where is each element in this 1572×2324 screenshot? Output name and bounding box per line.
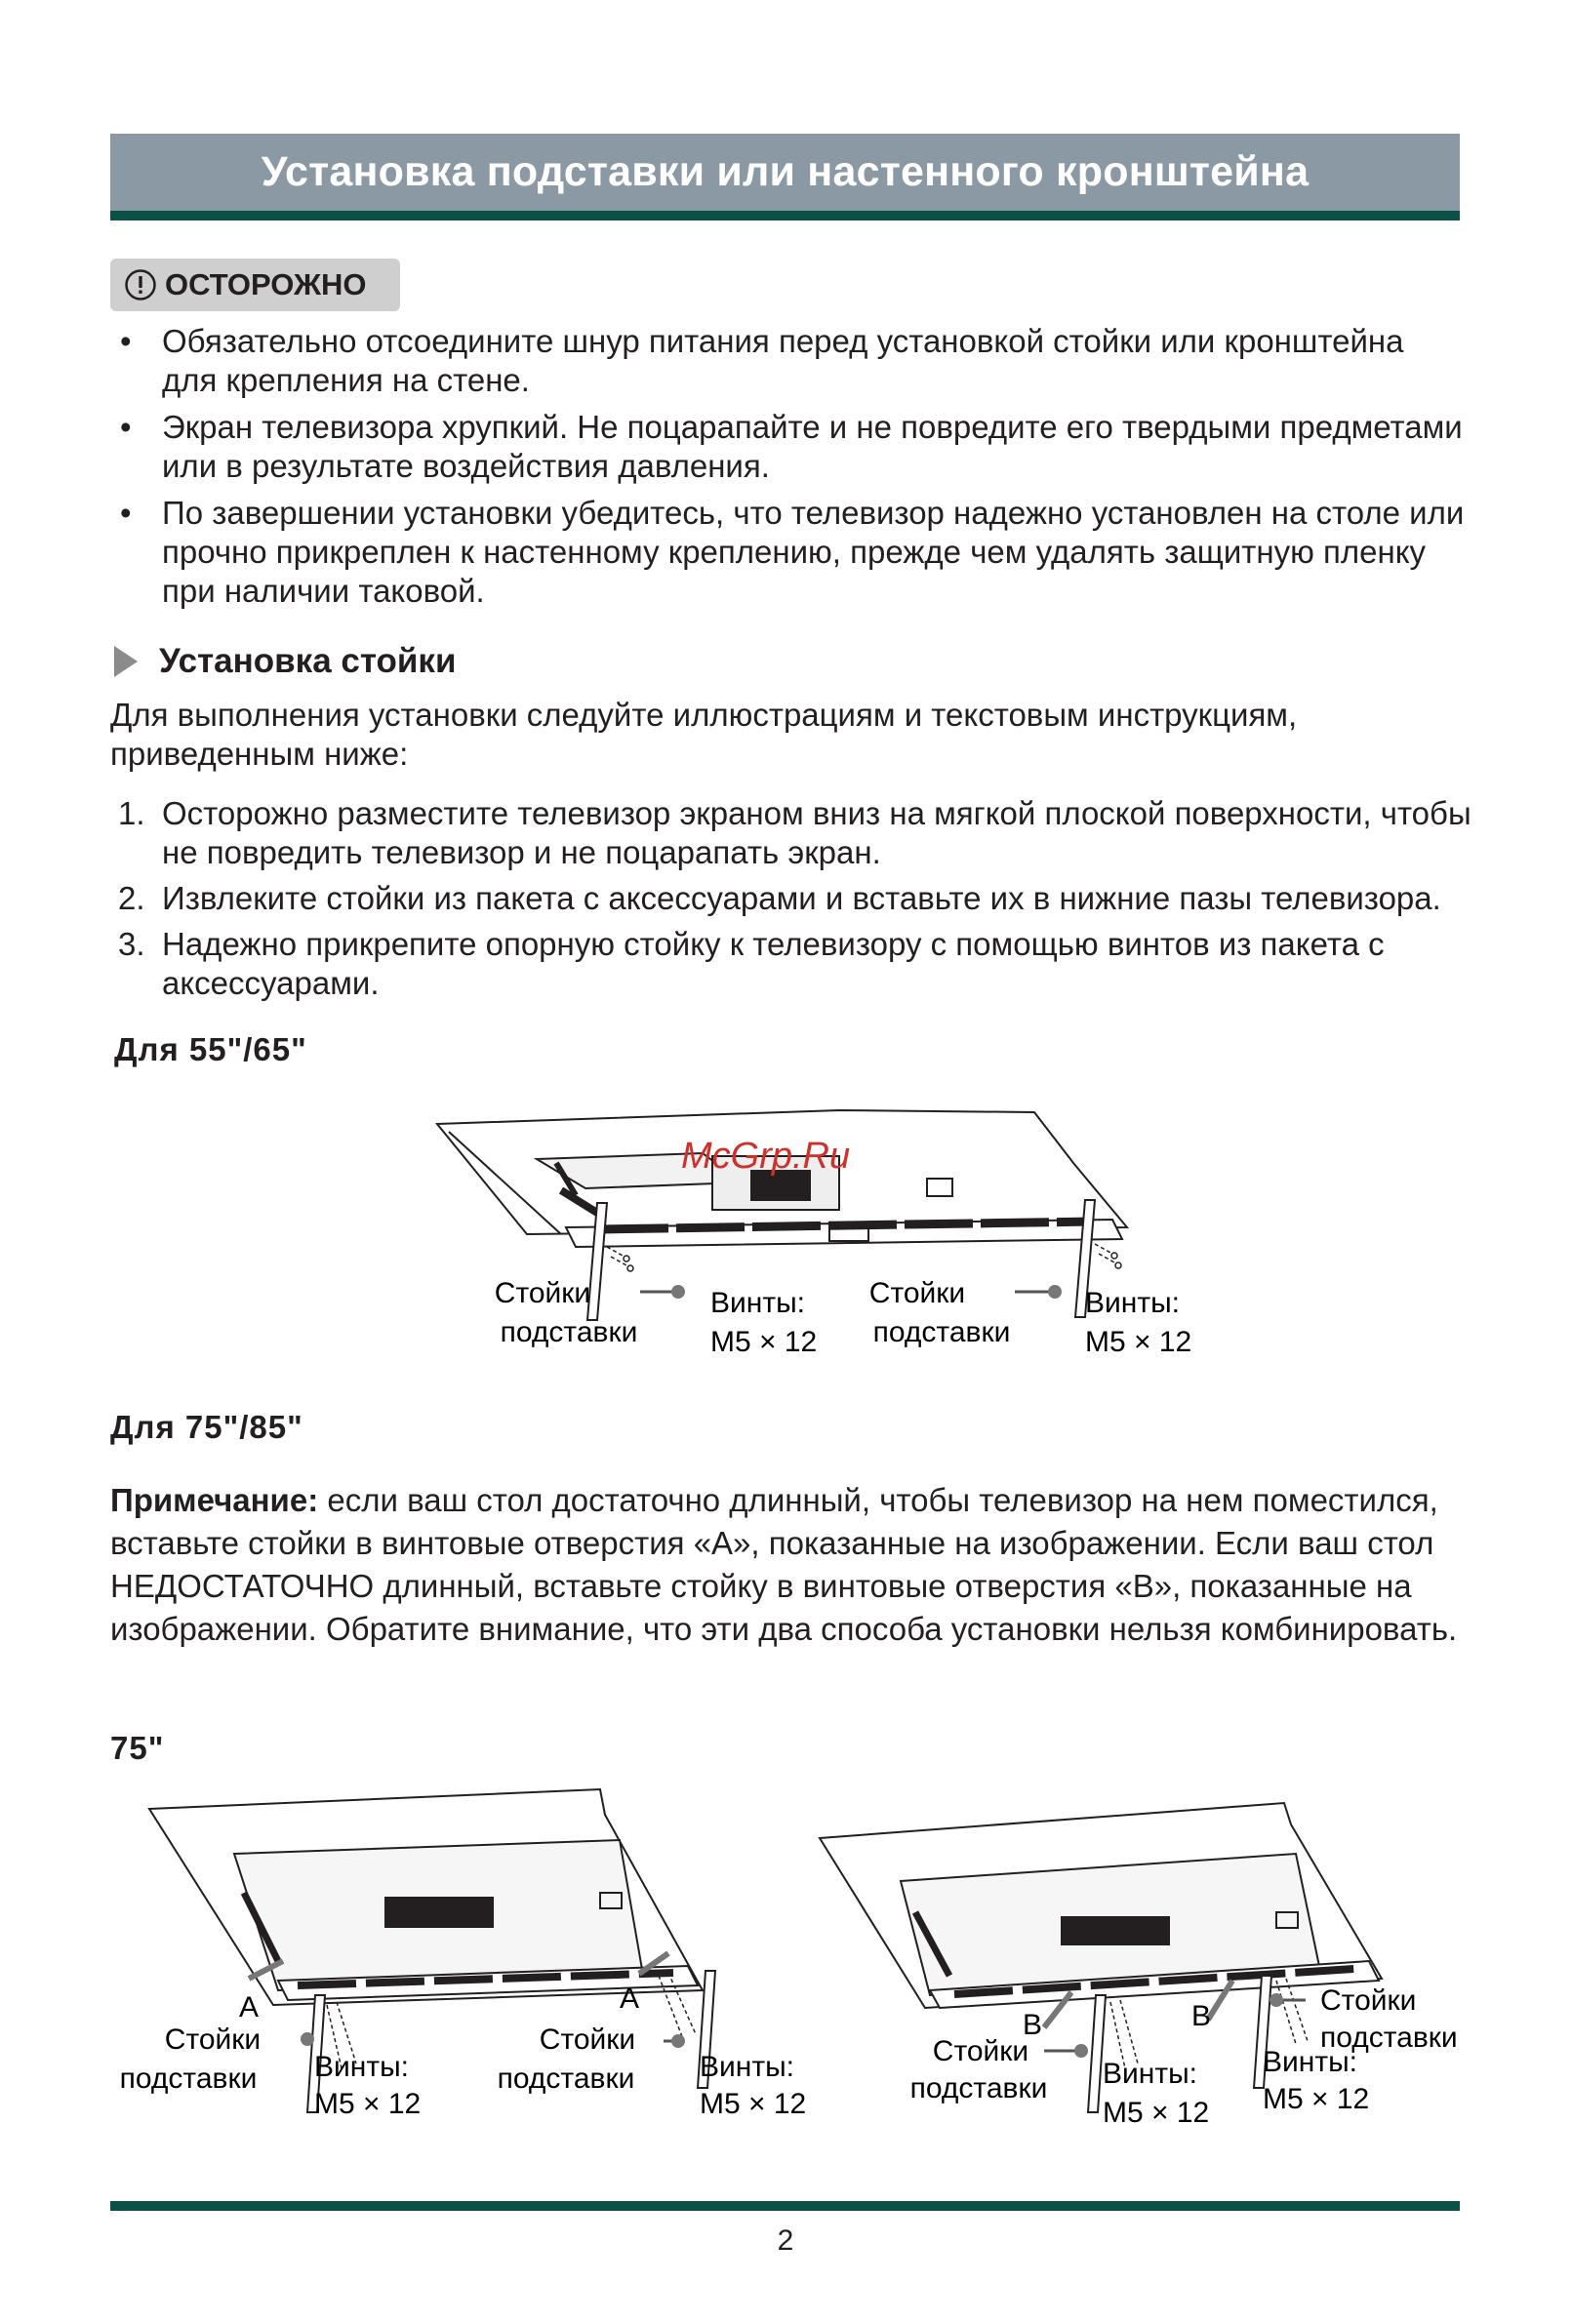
figure-55-65 [429, 1102, 1200, 1366]
screws-label-line1: Винты: [710, 1287, 805, 1319]
list-item [110, 925, 1476, 1003]
steps-list [110, 794, 1476, 1010]
note-label: Примечание: [110, 1482, 319, 1518]
note-paragraph [110, 1479, 1471, 1651]
tv-back-illustration [437, 1110, 1127, 1247]
caution-label: ОСТОРОЖНО [165, 267, 367, 301]
warning-exclamation-icon [124, 268, 157, 301]
subheading-75: 75" [110, 1730, 165, 1766]
stand-label-line2: подставки [497, 2063, 635, 2095]
label-a: A [239, 1991, 260, 2023]
label-a: A [620, 1983, 640, 2015]
label-b: B [1191, 2000, 1212, 2032]
screws [607, 1244, 1121, 1271]
stand-label-line1: Стойки [1320, 1984, 1417, 2017]
step-number: 3. [118, 926, 145, 962]
step-number: 1. [118, 795, 145, 831]
stand-label-line1: Стойки [932, 2035, 1029, 2067]
label-b: B [1023, 2009, 1043, 2041]
bullet-dot: • [120, 495, 132, 531]
screws-label-line1: Винты: [1085, 1287, 1180, 1319]
caution-badge [110, 259, 400, 311]
screws-label-line2: M5 × 12 [710, 1326, 818, 1358]
screws-label-line2: M5 × 12 [1263, 2083, 1370, 2115]
figure-75-option-a [112, 1785, 815, 2137]
stand-label-line2: подставки [909, 2072, 1048, 2104]
watermark-text: McGrp.Ru [681, 1136, 851, 1177]
bullet-text: Экран телевизора хрупкий. Не поцарапайте и не повредите его твердыми предметами или в результате воздействия давления. [162, 409, 1463, 484]
list-item [110, 494, 1467, 611]
screws-label-line2: M5 × 12 [1085, 1326, 1192, 1358]
footer-divider [110, 2201, 1460, 2211]
screws-label-line1: Винты: [314, 2051, 409, 2083]
list-item [110, 794, 1476, 872]
tv-back-illustration [820, 1803, 1382, 2008]
screws-label-line1: Винты: [1103, 2058, 1197, 2090]
stand-label-line1: Стойки [539, 2023, 636, 2056]
bullet-text: Обязательно отсоедините шнур питания перед установкой стойки или кронштейна для крепления на стене. [162, 323, 1404, 398]
caution-list [110, 322, 1467, 619]
step-text: Надежно прикрепите опорную стойку к телевизору с помощью винтов из пакета с аксессуарами. [162, 926, 1385, 1001]
step-text: Извлеките стойки из пакета с аксессуарами и вставьте их в нижние пазы телевизора. [162, 880, 1441, 916]
subheading-55-65: Для 55"/65" [114, 1031, 307, 1067]
stand-label-line2: подставки [500, 1316, 638, 1348]
bullet-dot: • [120, 323, 132, 359]
list-item [110, 322, 1467, 400]
stand-label-line2: подставки [119, 2063, 258, 2095]
bullet-text: По завершении установки убедитесь, что телевизор надежно установлен на столе или прочно прикреплен к настенному креплению, прежде чем удалять защитную пленку при наличии таковой. [162, 495, 1465, 609]
section-title: Установка стойки [159, 642, 457, 680]
note-text: если ваш стол достаточно длинный, чтобы телевизор на нем поместился, вставьте стойки в винтовые отверстия «A», показанные на изображении. Если ваш стол НЕДОСТАТОЧНО длинный, вставьте стойку в винтовые отверстия «B», показанные на изображении. Обратите внимание, что эти два способа установки нельзя комбинировать. [110, 1482, 1458, 1647]
screws-label-line2: M5 × 12 [1103, 2097, 1210, 2129]
stand-label-line1: Стойки [494, 1277, 591, 1309]
screws-label-line1: Винты: [1263, 2046, 1357, 2078]
header-bar [110, 134, 1460, 220]
page-title: Установка подставки или настенного кронштейна [261, 148, 1310, 195]
figure-75-option-b [818, 1785, 1467, 2146]
bullet-dot: • [120, 409, 132, 445]
stand-label-line1: Стойки [868, 1277, 966, 1309]
stand-label-line2: подставки [872, 1316, 1011, 1348]
triangle-arrow-icon [114, 646, 138, 677]
screws-label-line2: M5 × 12 [314, 2088, 422, 2120]
section-heading [110, 637, 456, 686]
screws-label-line1: Винты: [700, 2051, 794, 2083]
tv-back-illustration [149, 1789, 703, 2005]
step-text: Осторожно разместите телевизор экраном вниз на мягкой плоской поверхности, чтобы не повредить телевизор и не поцарапать экран. [162, 795, 1471, 870]
stand-label-line1: Стойки [164, 2023, 262, 2056]
intro-text: Для выполнения установки следуйте иллюстрациям и текстовым инструкциям, приведенным ниже: [110, 697, 1298, 772]
stand-label-line2: подставки [1320, 2022, 1458, 2054]
screws-label-line2: M5 × 12 [700, 2088, 807, 2120]
subheading-75-85: Для 75"/85" [110, 1409, 303, 1445]
list-item [110, 408, 1467, 486]
page-number: 2 [777, 2224, 794, 2257]
step-number: 2. [118, 880, 145, 916]
list-item [110, 879, 1476, 918]
